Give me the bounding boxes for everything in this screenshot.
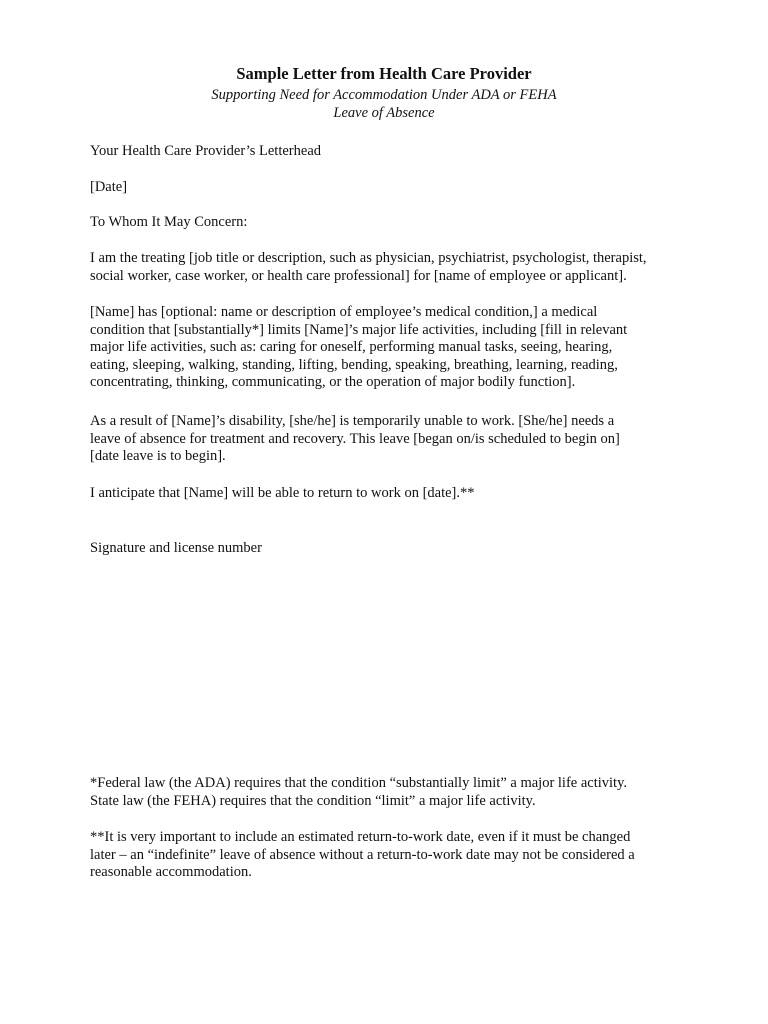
- footnote-line: reasonable accommodation.: [90, 864, 252, 881]
- paragraph-leave-of-absence: [90, 413, 690, 466]
- letterhead-placeholder: Your Health Care Provider’s Letterhead: [90, 143, 322, 159]
- document-title: Sample Letter from Health Care Provider: [236, 64, 532, 83]
- salutation: To Whom It May Concern:: [90, 214, 248, 230]
- paragraph-line: [date leave is to begin].: [90, 448, 226, 465]
- paragraph-line: I am the treating [job title or description, such as physician, psychiatrist, psychologist, therapist,: [90, 250, 647, 266]
- document-subtitle-leave: Leave of Absence: [333, 105, 435, 121]
- paragraph-return-to-work: I anticipate that [Name] will be able to return to work on [date].**: [90, 485, 475, 501]
- footnote-line: State law (the FEHA) requires that the condition “limit” a major life activity.: [90, 792, 536, 809]
- paragraph-line: [Name] has [optional: name or description of employee’s medical condition,] a medical: [90, 304, 598, 320]
- paragraph-treating-provider: [90, 250, 690, 285]
- paragraph-line: major life activities, such as: caring for oneself, performing manual tasks, seeing, hearing,: [90, 339, 613, 356]
- paragraph-line: As a result of [Name]’s disability, [she/he] is temporarily unable to work. [She/he] needs a: [90, 413, 615, 429]
- paragraph-line: condition that [substantially*] limits [Name]’s major life activities, including [fill in relevant: [90, 321, 628, 338]
- paragraph-line: leave of absence for treatment and recovery. This leave [began on/is scheduled to begin on]: [90, 430, 620, 447]
- footnote-ada-feha: [90, 775, 690, 810]
- date-placeholder: [Date]: [90, 179, 128, 195]
- paragraph-line: social worker, case worker, or health care professional] for [name of employee or applicant].: [90, 267, 627, 284]
- footnote-line: later – an “indefinite” leave of absence without a return-to-work date may not be considered a: [90, 846, 635, 863]
- signature-line: Signature and license number: [90, 540, 262, 556]
- paragraph-line: eating, sleeping, walking, standing, lifting, bending, speaking, breathing, learning, reading,: [90, 356, 618, 373]
- footnote-return-date: [90, 829, 690, 882]
- paragraph-line: concentrating, thinking, communicating, or the operation of major bodily function].: [90, 374, 576, 391]
- footnote-line: *Federal law (the ADA) requires that the condition “substantially limit” a major life activity.: [90, 775, 628, 791]
- document-subtitle: Supporting Need for Accommodation Under ADA or FEHA: [211, 87, 557, 103]
- footnote-line: **It is very important to include an estimated return-to-work date, even if it must be changed: [90, 829, 631, 845]
- paragraph-medical-condition: [90, 304, 690, 392]
